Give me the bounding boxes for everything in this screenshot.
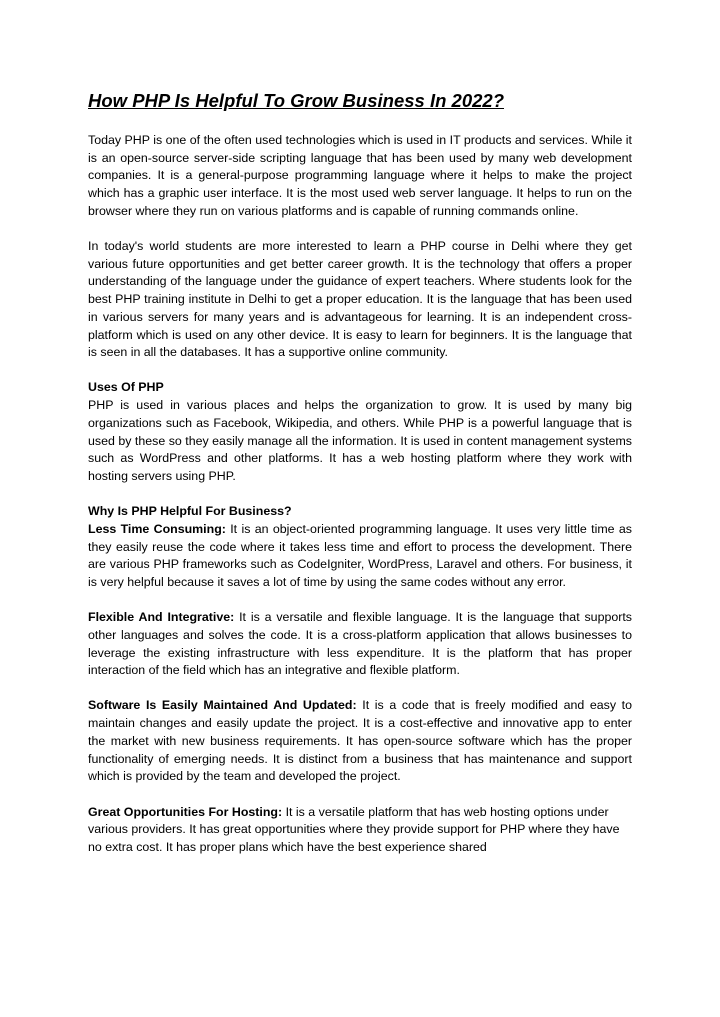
- flexible-text: It is a versatile and flexible language. It is the language that supports other languages and solves the code. It is a cross-platform application that allows businesses to leverage the existing infrastructure with less expenditure. It is the platform that has proper interaction of the field which has an integrative and flexible platform.: [88, 610, 633, 678]
- why-section: [88, 503, 632, 592]
- uses-heading: Uses Of PHP: [88, 380, 164, 395]
- software-text: It is a code that is freely modified and easy to maintain changes and easily update the project. It is a cost-effective and innovative app to enter the market with new business requirements. It has open-source software which has the proper functionality of emerging needs. It is distinct from a business that has maintenance and support which is provided by the team and developed the project.: [88, 698, 632, 784]
- software-section: [88, 697, 632, 786]
- flexible-section: [88, 609, 632, 680]
- software-label: Software Is Easily Maintained And Updated:: [88, 698, 357, 713]
- hosting-section: [88, 804, 632, 857]
- why-heading: Why Is PHP Helpful For Business?: [88, 504, 292, 519]
- page-title: How PHP Is Helpful To Grow Business In 2022?: [88, 90, 504, 111]
- intro-paragraph-1: Today PHP is one of the often used technologies which is used in IT products and services. While it is an open-source server-side scripting language that has been used by many web development companies. It is a general-purpose programming language where it helps to make the project which has a graphic user interface. It is the most used web server language. It helps to run on the browser where they run on various platforms and is capable of running commands online.: [88, 133, 632, 218]
- less-time-text: It is an object-oriented programming language. It uses very little time as they easily reuse the code where it takes less time and effort to process the development. There are various PHP frameworks such as CodeIgniter, WordPress, Laravel and others. For business, it is very helpful because it saves a lot of time by using the same codes without any error.: [88, 521, 632, 589]
- intro-paragraph-2: In today's world students are more interested to learn a PHP course in Delhi where they get various future opportunities and get better career growth. It is the technology that offers a proper understanding of the language under the guidance of expert teachers. Where students look for the best PHP training institute in Delhi to get a proper education. It is the language that has been used in various servers for many years and is advantageous for learning. It is an independent cross-platform which is used on any other device. It is easy to learn for beginners. It is the language that is seen in all the databases. It has a supportive online community.: [88, 239, 632, 360]
- hosting-label: Great Opportunities For Hosting:: [88, 804, 283, 819]
- flexible-label: Flexible And Integrative:: [88, 610, 235, 625]
- uses-section: [88, 379, 632, 485]
- document-page: [88, 88, 632, 874]
- uses-text: PHP is used in various places and helps the organization to grow. It is used by many big organizations such as Facebook, Wikipedia, and others. While PHP is a powerful language that is used by these so they easily manage all the information. It is used in content management systems such as WordPress and other platforms. It has a web hosting platform where they work with hosting servers using PHP.: [88, 398, 632, 483]
- less-time-label: Less Time Consuming:: [88, 521, 226, 536]
- hosting-text: It is a versatile platform that has web hosting options under various providers. It has great opportunities where they provide support for PHP where they have no extra cost. It has proper plans which have the best experience shared: [88, 804, 620, 854]
